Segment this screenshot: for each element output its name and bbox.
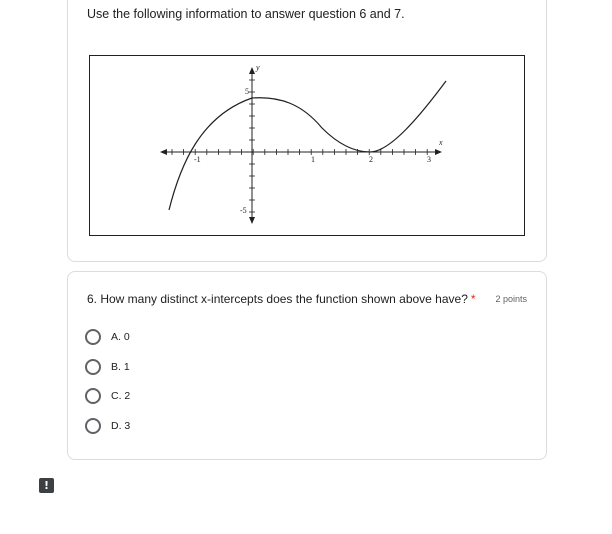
radio-b[interactable] [85, 359, 101, 375]
option-c-label: C. 2 [111, 390, 131, 402]
x-axis-arrow-right [435, 149, 442, 155]
alert-icon[interactable]: ! [39, 478, 54, 493]
option-c[interactable] [85, 387, 130, 405]
y-axis-arrow-top [249, 67, 255, 74]
points-label: 2 points [495, 294, 527, 304]
option-b[interactable] [85, 358, 130, 376]
question-card [67, 271, 547, 460]
x-tick-label--1: -1 [194, 155, 201, 164]
option-a-label: A. 0 [111, 331, 130, 343]
info-card [67, 0, 547, 262]
radio-a[interactable] [85, 329, 101, 345]
option-b-label: B. 1 [111, 361, 130, 373]
x-tick-label-2: 2 [369, 155, 373, 164]
option-d[interactable] [85, 417, 130, 435]
question-title [87, 292, 476, 306]
option-a[interactable] [85, 328, 130, 346]
y-axis-arrow-bottom [249, 217, 255, 224]
graph-svg [90, 56, 524, 235]
function-graph [89, 55, 525, 236]
x-axis-arrow-left [160, 149, 167, 155]
y-tick-label--5: -5 [240, 206, 247, 215]
x-tick-label-1: 1 [311, 155, 315, 164]
x-axis-label: x [439, 138, 443, 147]
function-curve [169, 81, 446, 210]
radio-d[interactable] [85, 418, 101, 434]
option-d-label: D. 3 [111, 420, 131, 432]
y-axis-label: y [256, 63, 260, 72]
radio-c[interactable] [85, 388, 101, 404]
y-tick-label-5: 5 [245, 87, 249, 96]
x-tick-label-3: 3 [427, 155, 431, 164]
required-asterisk: * [470, 292, 476, 306]
info-text: Use the following information to answer question 6 and 7. [87, 7, 405, 21]
question-text: 6. How many distinct x-intercepts does the function shown above have? [87, 292, 468, 306]
